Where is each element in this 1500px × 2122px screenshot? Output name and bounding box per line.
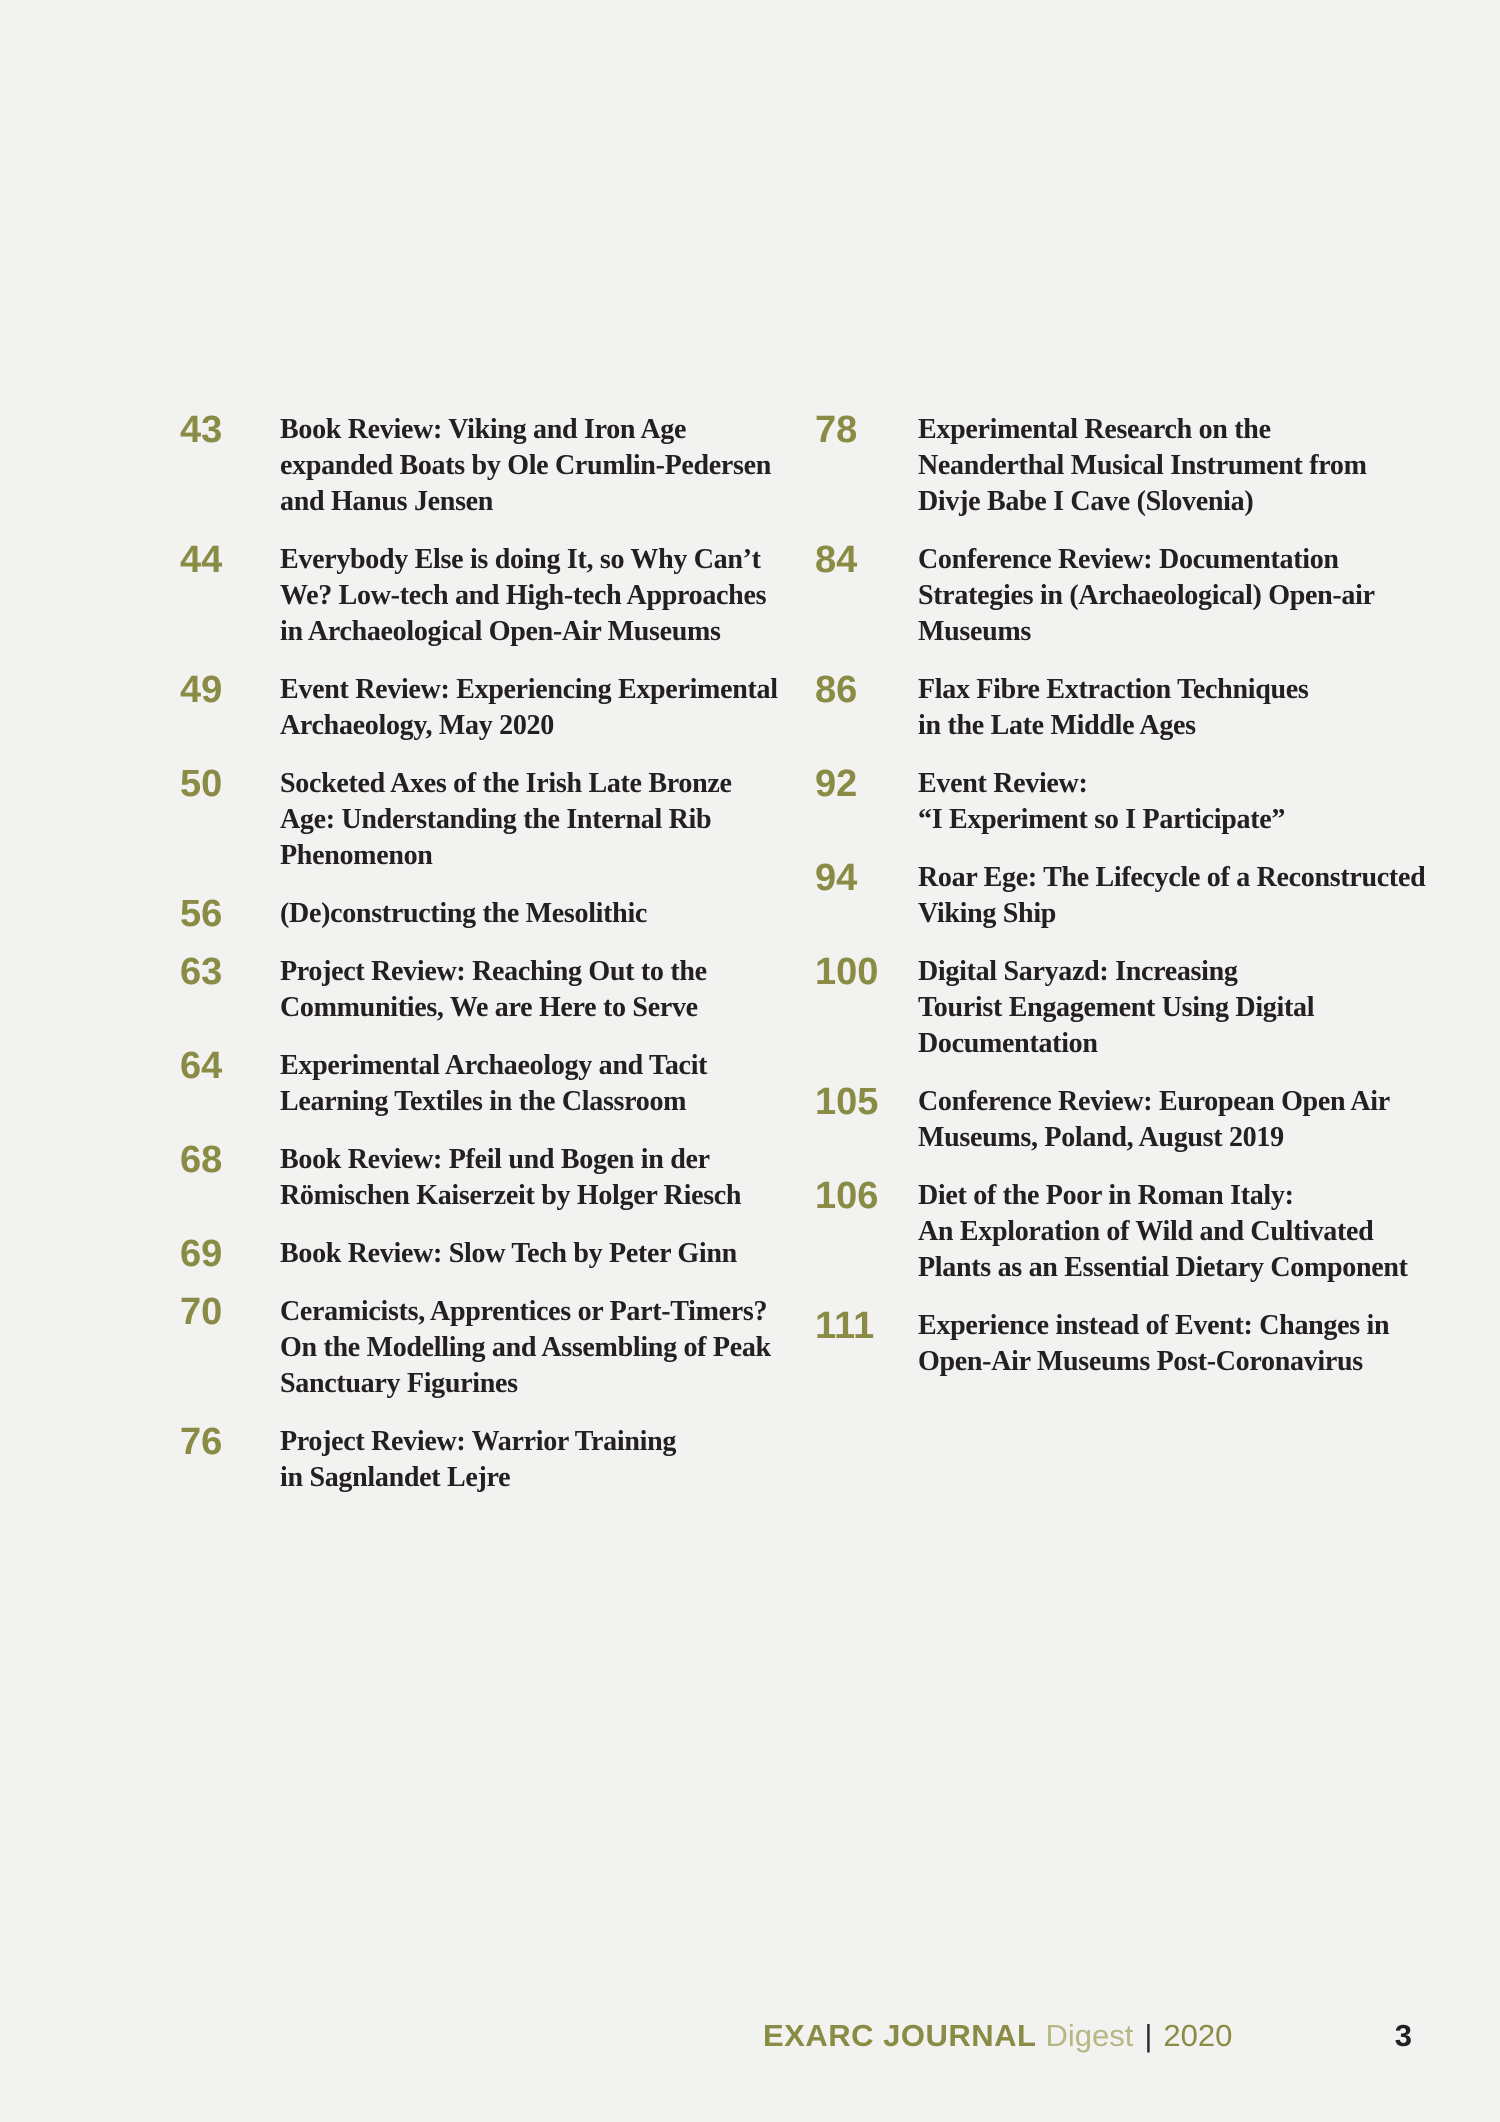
toc-entry (815, 857, 1475, 932)
toc-entry (180, 893, 810, 935)
toc-entry-page-number: 76 (180, 1421, 223, 1463)
toc-entry-title-line: Sanctuary Figurines (280, 1368, 518, 1399)
toc-entry-title (280, 1142, 810, 1214)
toc-entry-title-line: Plants as an Essential Dietary Component (918, 1252, 1408, 1283)
toc-entry-page-number: 106 (815, 1175, 879, 1217)
toc-entry-title (918, 672, 1475, 744)
toc-entry-title-line: (De)constructing the Mesolithic (280, 898, 648, 929)
toc-entry-title-line: Book Review: Slow Tech by Peter Ginn (280, 1238, 737, 1269)
journal-footer (763, 2016, 1232, 2056)
toc-entry-title-line: Conference Review: European Open Air (918, 1086, 1390, 1117)
toc-entry-text (280, 1236, 810, 1272)
toc-entry-title-line: Age: Understanding the Internal Rib (280, 804, 712, 835)
toc-entry (815, 1305, 1475, 1380)
toc-entry-title-line: Conference Review: Documentation (918, 544, 1339, 575)
toc-entry-title-line: in Sagnlandet Lejre (280, 1462, 511, 1493)
toc-entry-title (918, 1084, 1475, 1156)
toc-entry-title (918, 766, 1475, 838)
toc-entry (815, 539, 1475, 650)
toc-entry-title (918, 1178, 1475, 1286)
toc-entry-title-line: Event Review: Experiencing Experimental (280, 674, 778, 705)
toc-entry-page-number: 111 (815, 1305, 875, 1347)
toc-entry (180, 1291, 810, 1402)
toc-entry-title-line: Book Review: Viking and Iron Age (280, 414, 687, 445)
toc-entry-text (918, 1178, 1475, 1286)
toc-entry (180, 1045, 810, 1120)
toc-entry (180, 669, 810, 744)
toc-entry-title-line: and Hanus Jensen (280, 486, 494, 517)
toc-entry-title-line: Communities, We are Here to Serve (280, 992, 698, 1023)
toc-entry-text (280, 412, 810, 520)
toc-entry-page-number: 68 (180, 1139, 223, 1181)
toc-entry (815, 409, 1475, 520)
toc-entry-text (280, 542, 810, 650)
toc-entry-text (280, 1142, 810, 1214)
toc-entry-title-line: expanded Boats by Ole Crumlin-Pedersen (280, 450, 772, 481)
toc-entry-title (280, 672, 810, 744)
toc-column-left (180, 409, 810, 1518)
toc-entry-text (280, 1424, 810, 1496)
toc-entry-title (280, 1236, 810, 1272)
toc-entry-title-line: “I Experiment so I Participate” (918, 804, 1286, 835)
toc-entry-title (280, 1048, 810, 1120)
toc-entry-title (918, 542, 1475, 650)
toc-entry-text (918, 412, 1475, 520)
toc-entry (815, 951, 1475, 1062)
toc-entry-title (918, 412, 1475, 520)
toc-entry-page-number: 105 (815, 1081, 879, 1123)
toc-entry-title-line: Tourist Engagement Using Digital (918, 992, 1315, 1023)
toc-entry-text (280, 1294, 810, 1402)
toc-entry-title (280, 1424, 810, 1496)
toc-entry-title-line: Experience instead of Event: Changes in (918, 1310, 1390, 1341)
toc-entry-page-number: 50 (180, 763, 223, 805)
toc-entry-title-line: Neanderthal Musical Instrument from (918, 450, 1367, 481)
toc-entry-page-number: 92 (815, 763, 858, 805)
toc-entry-title-line: On the Modelling and Assembling of Peak (280, 1332, 771, 1363)
toc-entry (180, 1233, 810, 1275)
toc-entry-title-line: in the Late Middle Ages (918, 710, 1196, 741)
toc-entry-title-line: in Archaeological Open-Air Museums (280, 616, 721, 647)
toc-entry-text (918, 672, 1475, 744)
toc-entry-title-line: Learning Textiles in the Classroom (280, 1086, 687, 1117)
journal-year: 2020 (1163, 2018, 1233, 2053)
footer-separator-bar: | (1144, 2018, 1153, 2053)
toc-entry-text (280, 766, 810, 874)
toc-entry-page-number: 56 (180, 893, 223, 935)
toc-entry-page-number: 84 (815, 539, 858, 581)
toc-entry-text (280, 1048, 810, 1120)
toc-entry-title-line: Archaeology, May 2020 (280, 710, 554, 741)
journal-name: EXARC JOURNAL (763, 2018, 1037, 2053)
toc-entry-title-line: Strategies in (Archaeological) Open-air (918, 580, 1375, 611)
toc-entry-title-line: Book Review: Pfeil und Bogen in der (280, 1144, 710, 1175)
toc-entry-title (280, 896, 810, 932)
toc-entry-text (918, 1084, 1475, 1156)
page-number: 3 (1394, 2018, 1412, 2053)
toc-entry-title-line: Roar Ege: The Lifecycle of a Reconstructed (918, 862, 1426, 893)
toc-entry-title-line: Museums (918, 616, 1032, 647)
toc-entry-title (918, 954, 1475, 1062)
toc-entry (180, 763, 810, 874)
toc-entry-page-number: 94 (815, 857, 858, 899)
toc-entry-title-line: Project Review: Reaching Out to the (280, 956, 707, 987)
toc-entry-page-number: 70 (180, 1291, 223, 1333)
toc-entry-title-line: Divje Babe I Cave (Slovenia) (918, 486, 1254, 517)
toc-entry-title-line: Open-Air Museums Post-Coronavirus (918, 1346, 1363, 1377)
toc-entry (815, 669, 1475, 744)
toc-entry (180, 539, 810, 650)
toc-entry-title-line: Diet of the Poor in Roman Italy: (918, 1180, 1294, 1211)
toc-entry-title-line: Experimental Research on the (918, 414, 1271, 445)
toc-entry-title-line: Experimental Archaeology and Tacit (280, 1050, 708, 1081)
toc-entry-text (280, 954, 810, 1026)
toc-entry-title (280, 954, 810, 1026)
toc-entry-title-line: Viking Ship (918, 898, 1057, 929)
toc-entry-title-line: Museums, Poland, August 2019 (918, 1122, 1284, 1153)
toc-entry-page-number: 86 (815, 669, 858, 711)
toc-entry-page-number: 44 (180, 539, 223, 581)
toc-entry-page-number: 78 (815, 409, 858, 451)
toc-entry-title (280, 766, 810, 874)
toc-entry-page-number: 100 (815, 951, 879, 993)
toc-entry-title-line: Phenomenon (280, 840, 433, 871)
toc-entry-title-line: Römischen Kaiserzeit by Holger Riesch (280, 1180, 742, 1211)
toc-entry-title (918, 860, 1475, 932)
toc-entry-title-line: Flax Fibre Extraction Techniques (918, 674, 1309, 705)
toc-entry-title-line: Socketed Axes of the Irish Late Bronze (280, 768, 732, 799)
toc-entry-title-line: Documentation (918, 1028, 1098, 1059)
toc-entry-title-line: Event Review: (918, 768, 1088, 799)
toc-entry-title-line: Ceramicists, Apprentices or Part-Timers? (280, 1296, 768, 1327)
toc-entry-text (918, 1308, 1475, 1380)
toc-entry-page-number: 64 (180, 1045, 223, 1087)
toc-entry (815, 1081, 1475, 1156)
toc-entry-text (918, 766, 1475, 838)
toc-entry-title-line: Digital Saryazd: Increasing (918, 956, 1238, 987)
toc-entry-text (918, 860, 1475, 932)
toc-entry-page-number: 43 (180, 409, 223, 451)
toc-entry-title-line: Project Review: Warrior Training (280, 1426, 677, 1457)
toc-entry-text (918, 954, 1475, 1062)
toc-entry-title-line: An Exploration of Wild and Cultivated (918, 1216, 1374, 1247)
toc-entry (815, 1175, 1475, 1286)
toc-entry-title-line: We? Low-tech and High-tech Approaches (280, 580, 767, 611)
toc-entry-title-line: Everybody Else is doing It, so Why Can’t (280, 544, 761, 575)
toc-entry-page-number: 63 (180, 951, 223, 993)
toc-entry-title (918, 1308, 1475, 1380)
toc-entry (180, 409, 810, 520)
toc-entry-title (280, 1294, 810, 1402)
toc-entry-text (918, 542, 1475, 650)
toc-entry (180, 1421, 810, 1496)
toc-entry-title (280, 542, 810, 650)
toc-entry (180, 1139, 810, 1214)
toc-entry-title (280, 412, 810, 520)
toc-entry (815, 763, 1475, 838)
toc-entry-text (280, 672, 810, 744)
toc-column-right (815, 409, 1475, 1402)
toc-entry-text (280, 896, 810, 932)
toc-entry-page-number: 69 (180, 1233, 223, 1275)
toc-entry-page-number: 49 (180, 669, 223, 711)
journal-edition: Digest (1045, 2018, 1134, 2053)
toc-entry (180, 951, 810, 1026)
